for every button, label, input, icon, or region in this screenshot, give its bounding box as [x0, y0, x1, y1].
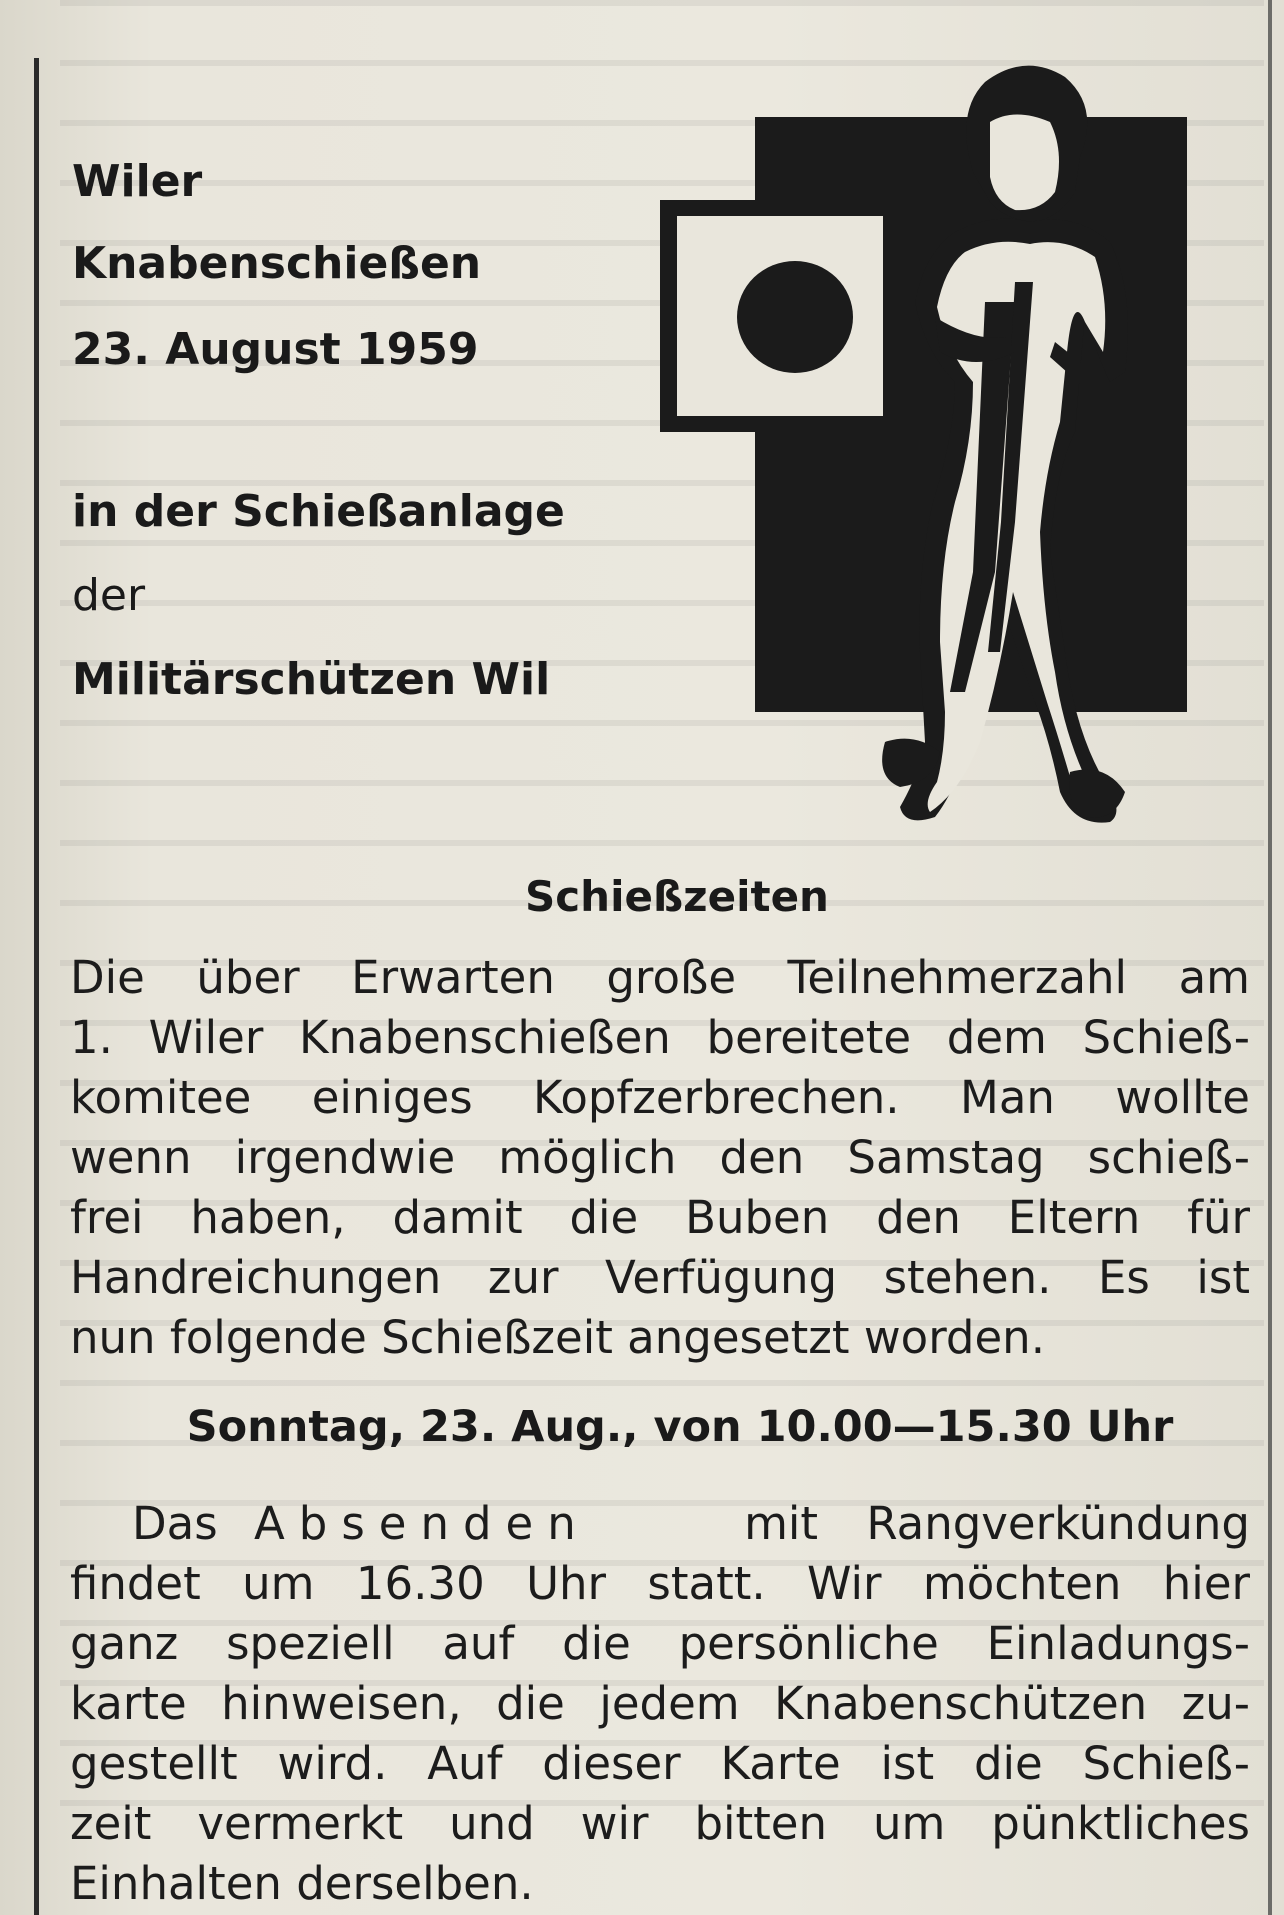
- header-line-event: Knabenschießen: [72, 238, 482, 289]
- paragraph-line: zeit vermerkt und wir bitten um pünktliches: [70, 1797, 1250, 1850]
- header-line-der: der: [72, 570, 146, 621]
- header-line-place: Wiler: [72, 156, 203, 207]
- paragraph-line: karte hinweisen, die jedem Knabenschützen zu-: [70, 1677, 1250, 1730]
- first-word: Das: [132, 1497, 218, 1550]
- target-bullseye: [737, 261, 853, 373]
- paragraph-line: Einhalten derselben.: [70, 1857, 534, 1910]
- paragraph-line: Die über Erwarten große Teilnehmerzahl am: [70, 951, 1250, 1004]
- first-line-end: mit Rangverkündung: [744, 1497, 1250, 1550]
- column-rule-left: [34, 58, 39, 1915]
- column-rule-right: [1268, 0, 1272, 1915]
- paragraph-line: gestellt wird. Auf dieser Karte ist die Schieß-: [70, 1737, 1250, 1790]
- award-paragraph: [70, 1494, 1250, 1914]
- shooting-time-headline: Sonntag, 23. Aug., von 10.00—15.30 Uhr: [186, 1402, 1174, 1452]
- paragraph-line: frei haben, damit die Buben den Eltern für: [70, 1191, 1250, 1244]
- paragraph-line: wenn irgendwie möglich den Samstag schieß-: [70, 1131, 1250, 1184]
- paragraph-line: nun folgende Schießzeit angesetzt worden.: [70, 1311, 1045, 1364]
- paragraph-line: findet um 16.30 Uhr statt. Wir möchten hier: [70, 1557, 1250, 1610]
- boy-with-rifle-and-target-icon: [655, 52, 1195, 832]
- header-line-venue: in der Schießanlage: [72, 486, 565, 537]
- intro-paragraph: [70, 948, 1250, 1368]
- paragraph-line: Handreichungen zur Verfügung stehen. Es ist: [70, 1251, 1250, 1304]
- header-line-date: 23. August 1959: [72, 324, 479, 375]
- boy-face: [990, 115, 1059, 211]
- section-title: Schießzeiten: [525, 872, 829, 921]
- paragraph-line: 1. Wiler Knabenschießen bereitete dem Schieß-: [70, 1011, 1250, 1064]
- event-header: [72, 156, 632, 705]
- header-line-club: Militärschützen Wil: [72, 654, 551, 705]
- paragraph-first-line: [70, 1494, 1250, 1554]
- spaced-word: Absenden: [253, 1497, 590, 1550]
- paragraph-line: ganz speziell auf die persönliche Einladungs-: [70, 1617, 1250, 1670]
- paragraph-line: komitee einiges Kopfzerbrechen. Man wollte: [70, 1071, 1250, 1124]
